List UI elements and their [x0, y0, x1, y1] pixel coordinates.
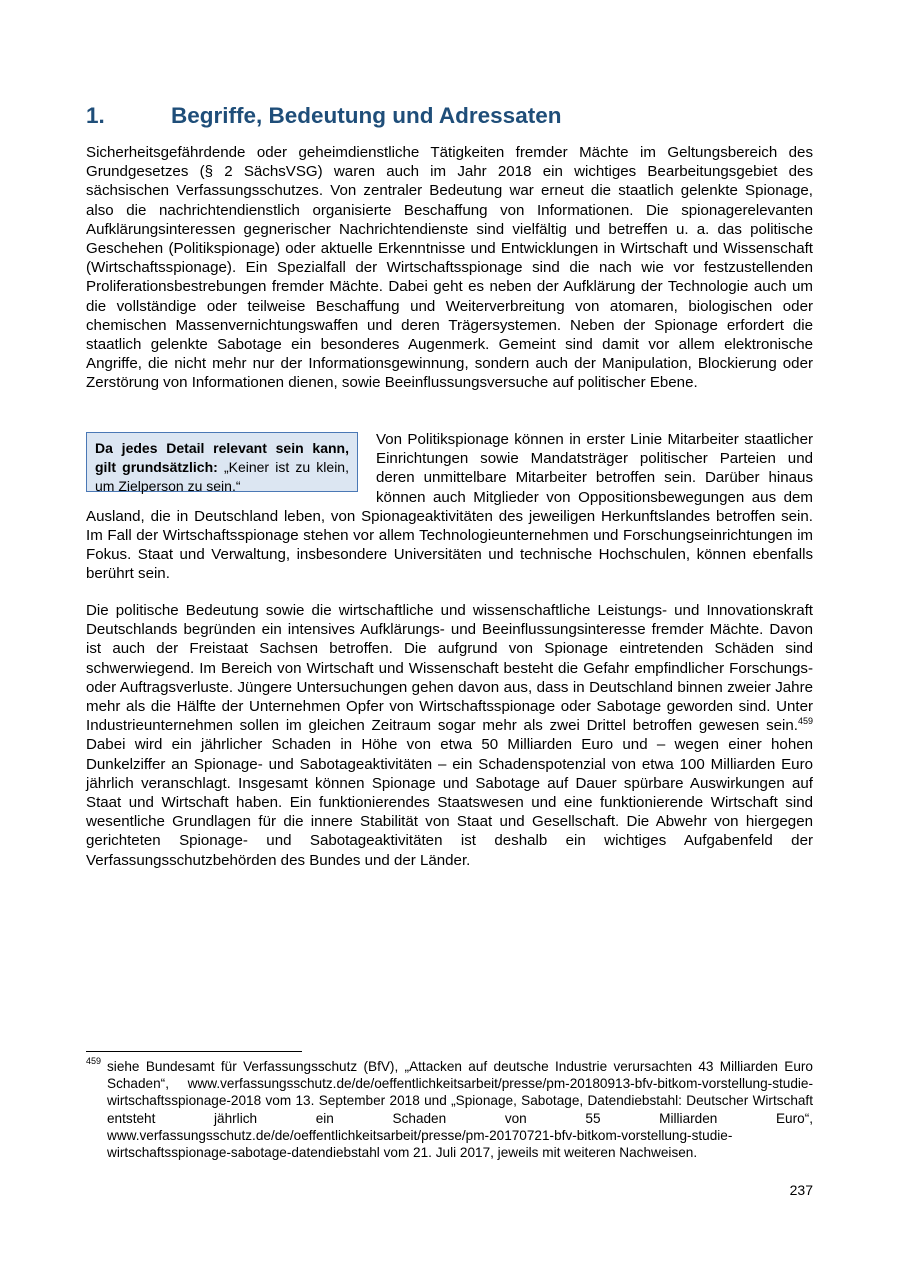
highlight-box: [86, 432, 358, 492]
paragraph-intro: Sicherheitsgefährdende oder geheimdienstliche Tätigkeiten fremder Mächte im Geltungsbereich des Grundgesetzes (§ 2 SächsVSG) waren auch im Jahr 2018 ein wichtiges Bearbeitungsgebiet des sächsischen Verfassungsschutzes. Von zentraler Bedeutung war erneut die staatlich gelenkte Spionage, also die nachrichtendienstlich organisierte Beschaffung von Informationen. Die spionagerelevanten Aufklärungsinteressen gegnerischer Nachrichtendienste sind vielfältig und betreffen u. a. das politische Geschehen (Politikspionage) oder aktuelle Erkenntnisse und Entwicklungen in Wirtschaft und Wissenschaft (Wirtschaftsspionage). Ein Spezialfall der Wirtschaftsspionage sind die nach wie vor festzustellenden Proliferationsbestrebungen fremder Mächte. Dabei geht es neben der Aufklärung der Technologie auch um die vollständige oder teilweise Beschaffung und Weiterverbreitung von atomaren, biologischen oder chemischen Massenvernichtungswaffen und deren Trägersystemen. Neben der Spionage erfordert die staatlich gelenkte Sabotage ein besonderes Augenmerk. Gemeint sind damit vor allem elektronische Angriffe, die nicht mehr nur der Informationsgewinnung, sondern auch der Manipulation, Blockierung oder Zerstörung von Informationen dienen, sowie Beeinflussungsversuche auf politischer Ebene.: [86, 144, 813, 392]
section-number: 1.: [86, 103, 105, 129]
paragraph-significance-text-1: Die politische Bedeutung sowie die wirtschaftliche und wissenschaftliche Leistungs- und Innovationskraft Deutschlands begründen ein intensives Aufklärungs- und Beeinflussungsinteresse fremder Mächte. Davon ist auch der Freistaat Sachsen betroffen. Die aufgrund von Spionage eintretenden Schäden sind schwerwiegend. Im Bereich von Wirtschaft und Wissenschaft besteht die Gefahr empfindlicher Forschungs- oder Auftragsverluste. Jüngere Untersuchungen gehen davon aus, dass in Deutschland binnen zweier Jahre mehr als die Hälfte der Unternehmen Opfer von Wirtschaftsspionage oder Sabotage geworden sind. Unter Industrieunternehmen sollen im gleichen Zeitraum sogar mehr als zwei Drittel betroffen gewesen sein.: [86, 602, 813, 735]
footnote-text: siehe Bundesamt für Verfassungsschutz (BfV), „Attacken auf deutsche Industrie verursachten 43 Milliarden Euro Schaden“, www.verfassungsschutz.de/de/oeffentlichkeitsarbeit/presse/pm-20180913-bfv-bitkom-vorstellung-studie-wirtschaftsspionage-2018 vom 13. September 2018 und „Spionage, Sabotage, Datendiebstahl: Deutscher Wirtschaft entsteht jährlich ein Schaden von 55 Milliarden Euro“, www.verfassungsschutz.de/de/oeffentlichkeitsarbeit/presse/pm-20170721-bfv-bitkom-vorstellung-studie-wirtschaftsspionage-sabotage-datendiebstahl vom 21. Juli 2017, jeweils mit weiteren Nachweisen.: [107, 1059, 813, 1161]
paragraph-significance: [86, 601, 813, 870]
footnote-number: 459: [86, 1056, 102, 1066]
paragraph-significance-text-2: Dabei wird ein jährlicher Schaden in Höhe von etwa 50 Milliarden Euro und – wegen einer hohen Dunkelziffer an Spionage- und Sabotageaktivitäten – ein Schadenspotenzial von etwa 100 Milliarden Euro jährlich veranschlagt. Insgesamt können Spionage und Sabotage auf Dauer spürbare Auswirkungen auf Staat und Wirtschaft haben. Ein funktionierendes Staatswesen und eine funktionierende Wirtschaft sind wesentliche Grundlagen für die innere Stabilität von Staat und Gesellschaft. Die Abwehr von hiergegen gerichteten Spionage- und Sabotageaktivitäten ist deshalb ein wichtiges Aufgabenfeld der Verfassungsschutzbehörden des Bundes und der Länder.: [86, 736, 813, 869]
highlight-box-bold-text: Da jedes Detail relevant sein kann, gilt grundsätzlich:: [95, 440, 349, 475]
paragraph-targets-text: Von Politikspionage können in erster Linie Mitarbeiter staatlicher Einrichtungen sowie Mandatsträger politischer Parteien und deren unmittelbare Mitarbeiter betroffen sein. Darüber hinaus können auch Mitglieder von Oppositionsbewegungen aus dem Ausland, die in Deutschland leben, von Spionageaktivitäten des jeweiligen Herkunftslandes betroffen sein. Im Fall der Wirtschaftsspionage stehen vor allem Technologieunternehmen und Forschungseinrichtungen im Fokus. Staat und Verwaltung, insbesondere Universitäten und technische Hochschulen, können ebenfalls berührt sein.: [86, 431, 813, 583]
footnote: [86, 1058, 813, 1161]
footnote-separator: [86, 1051, 302, 1052]
section-heading: [86, 101, 813, 131]
footnote-reference[interactable]: 459: [797, 716, 813, 727]
section-title: Begriffe, Bedeutung und Adressaten: [171, 103, 562, 129]
paragraph-targets: [86, 430, 813, 584]
page-number: 237: [789, 1182, 813, 1198]
highlight-box-quote: „Keiner ist zu klein, um Zielperson zu sein.“: [95, 459, 349, 494]
